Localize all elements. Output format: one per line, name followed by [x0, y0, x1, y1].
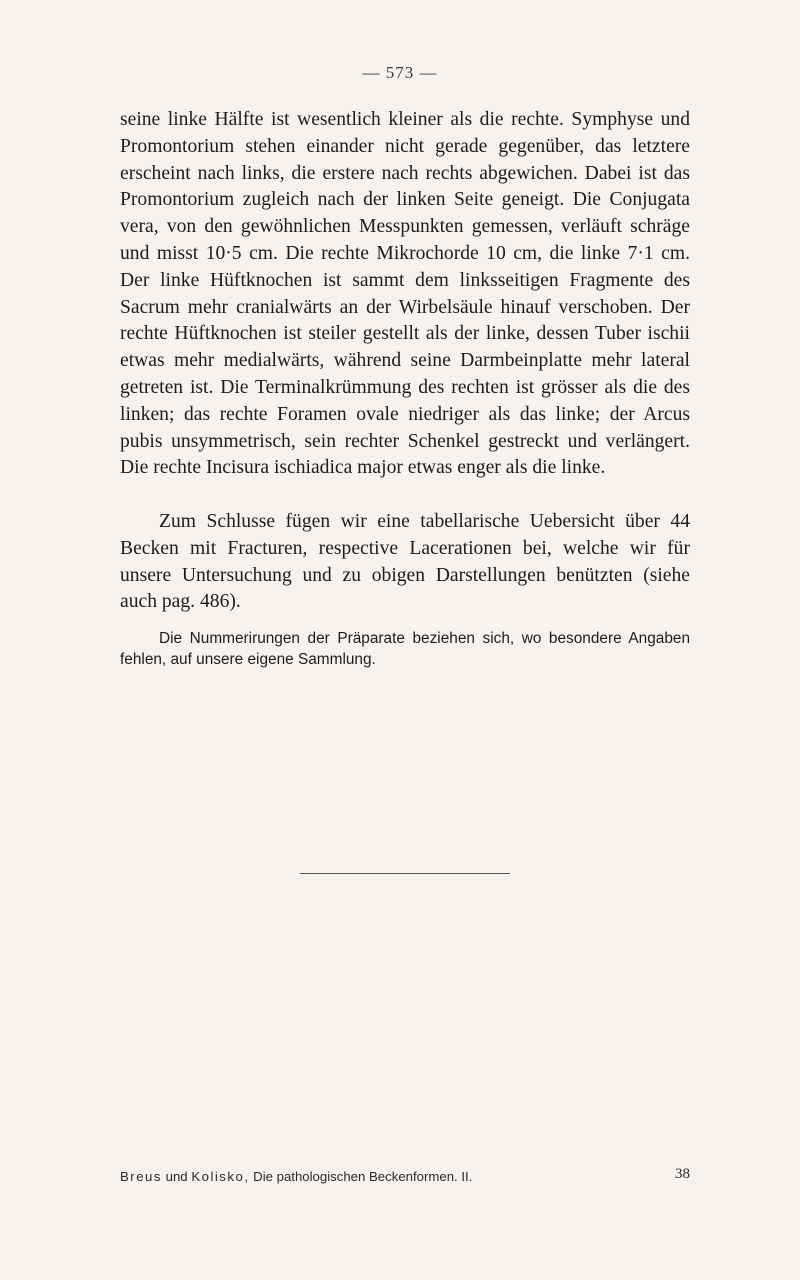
page-number: — 573 —: [362, 63, 438, 82]
paragraph: seine linke Hälfte ist wesentlich kleiner als die rechte. Symphyse und Promontorium stehen einander nicht gerade gegenüber, das letztere erscheint nach links, die erstere nach rechts abgewichen. Dabei ist das Promontorium zugleich nach der linken Seite geneigt. Die Conjugata vera, von den gewöhnlichen Messpunkten gemessen, verläuft schräge und misst 10·5 cm. Die rechte Mikrochorde 10 cm, die linke 7·1 cm. Der linke Hüftknochen ist sammt dem linksseitigen Fragmente des Sacrum mehr cranialwärts an der Wirbelsäule hinauf verschoben. Der rechte Hüftknochen ist steiler gestellt als der linke, dessen Tuber ischii etwas mehr medialwärts, während seine Darmbeinplatte mehr lateral getreten ist. Die Terminalkrümmung des rechten ist grösser als die des linken; das rechte Foramen ovale niedriger als das linke; der Arcus pubis unsymmetrisch, sein rechter Schenkel gestreckt und verlängert. Die rechte Incisura ischiadica major etwas enger als die linke.: [120, 109, 690, 479]
sheet-number: 38: [675, 1166, 690, 1182]
footer-author: Kolisko,: [191, 1169, 250, 1184]
footer-conjunction: und: [165, 1169, 188, 1184]
footnote: Die Nummerirungen der Präparate beziehen sich, wo besondere Angaben fehlen, auf unsere eigene Sammlung.: [120, 630, 690, 668]
footer-author: Breus: [120, 1169, 162, 1184]
footer: [120, 1166, 690, 1184]
paragraph: Zum Schlusse fügen wir eine tabellarische Uebersicht über 44 Becken mit Fracturen, respective Lacerationen bei, welche wir für unsere Untersuchung und zu obigen Darstellungen benützten (siehe auch pag. 486).: [120, 511, 690, 613]
footer-book-title: Die pathologischen Beckenformen. II.: [253, 1169, 473, 1184]
divider: [300, 873, 510, 874]
